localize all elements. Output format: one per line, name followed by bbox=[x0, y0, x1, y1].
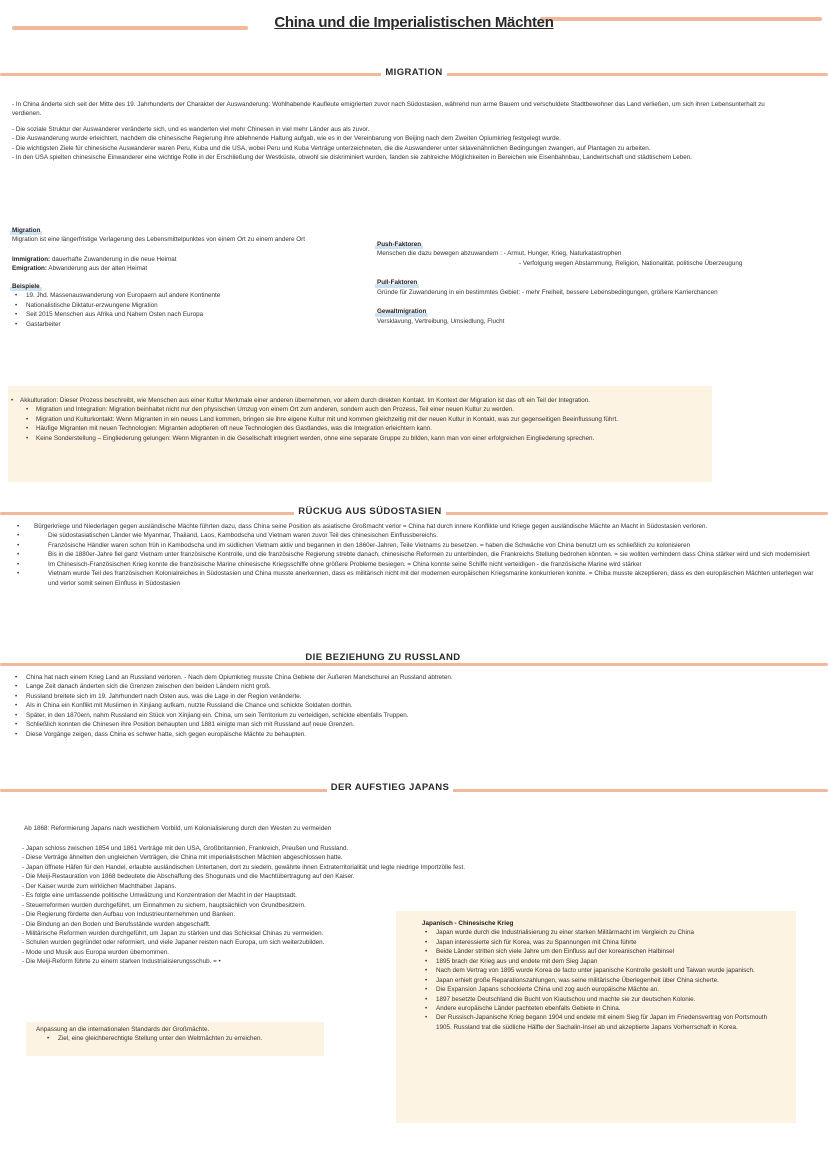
akkulturation-intro: • Akkulturation: Dieser Prozess beschreibt, wie Menschen aus einer Kultur Merkmale einer anderen übernehmen, vor allem durch direkten Kontakt. Im Kontext der Migration ist das oft ein Teil der Integration. bbox=[8, 396, 712, 405]
japan-item: - Die Meiji-Restauration von 1868 bedeutete die Abschaffung des Shogunats und die Machtübertragung auf den Kaiser. bbox=[22, 873, 355, 881]
japan-item: - Die Meiji-Reform führte zu einem starken Industrialisierungsschub. = • bbox=[22, 958, 221, 966]
list-item: • Bis in die 1880er-Jahre fiel ganz Vietnam unter französische Kontrolle, und die französische Regierung strebte danach, chinesische Reformen zu unterbinden, die Frankreichs Stellung bedrohen könnten. = sie wollten verhindern dass China stärker wird und sich modernisiert bbox=[14, 550, 816, 559]
pull-title: Pull-Faktoren bbox=[377, 279, 418, 287]
japan-item: - Schulen wurden gegründet oder reformiert, und viele Japaner reisten nach Europa, um sich weiterzubilden. bbox=[22, 939, 325, 947]
emigration-text: Abwanderung aus der alten Heimat bbox=[46, 265, 148, 273]
war-title: Japanisch - Chinesische Krieg bbox=[422, 920, 514, 927]
list-item: • Seit 2015 Menschen aus Afrika und Nahem Osten nach Europa bbox=[12, 310, 372, 319]
war-box bbox=[396, 911, 796, 1123]
meiji-box-list bbox=[36, 1034, 324, 1043]
rueckzug-main: • Bürgerkriege und Niederlagen gegen ausländische Mächte führten dazu, dass China seine Position als asiatische Großmacht verlor = China hat durch innere Konflikte und Kriege gegen ausländische Mächte an Macht in Südostasien verloren. bbox=[14, 522, 816, 531]
migration-intro-line: - Die Auswanderung wurde erleichtert, nachdem die chinesische Regierung ihre ablehnende Haltung aufgab, wie es in der Vereinbarung von Beijing nach dem Zweiten Opiumkrieg festgelegt wurde. bbox=[12, 135, 561, 143]
list-item: • 1897 besetzte Deutschland die Bucht von Kiautschou und machte sie zur deutschen Kolonie. bbox=[422, 995, 784, 1004]
migration-heading-wrap bbox=[0, 66, 828, 80]
migration-heading: MIGRATION bbox=[381, 67, 446, 78]
force-title: Gewaltmigration bbox=[377, 308, 427, 316]
list-item: • Später, in den 1870ern, nahm Russland ein Stück von Xinjiang ein. China, um sein Territorium zu verteidigen, schickte ebenfalls Truppen. bbox=[12, 711, 812, 720]
list-item: • Keine Sonderstellung – Eingliederung gelungen: Wenn Migranten in die Gesellschaft integriert werden, ohne eine separate Gruppe zu bilden, kann man von einer erfolgreichen Eingliederung sprechen. bbox=[8, 434, 712, 443]
list-item: • Nach dem Vertrag von 1895 wurde Korea de facto unter japanische Kontrolle gestellt und Taiwan wurde japanisch. bbox=[422, 966, 784, 975]
rueckzug-sublist bbox=[14, 531, 816, 588]
migration-intro bbox=[12, 100, 772, 163]
japan-item: - Militärische Reformen wurden durchgeführt, um Japan zu stärken und das Schicksal Chinas zu vermeiden. bbox=[22, 929, 324, 937]
list-item: • Japan erhielt große Reparationszahlungen, was seine militärische Überlegenheit über China sicherte. bbox=[422, 976, 784, 985]
rueckzug-heading-wrap bbox=[0, 505, 740, 519]
japan-item: - Japan öffnete Häfen für den Handel, erlaubte ausländischen Untertanen, dort zu siedeln, gewährte ihnen Extraterritorialität und legte niedrige Importzölle fest. bbox=[22, 863, 466, 871]
list-item: • 1895 brach der Krieg aus und endete mit dem Sieg Japan bbox=[422, 957, 784, 966]
page-title: China und die Imperialistischen Mächten bbox=[274, 14, 554, 31]
list-item: • Schließlich konnten die Chinesen ihre Position behaupten und 1881 einigte man sich mit Russland auf neue Grenzen. bbox=[12, 720, 812, 729]
list-item: • Französische Händler waren schon früh in Kambodscha und im südlichen Vietnam aktiv und begannen in den 1860er-Jahren, Teile Vietnams zu besetzen. = haben die Schwäche von China benutzt um es schließlich zu kolonisieren bbox=[14, 541, 816, 550]
japan-item: - Der Kaiser wurde zum wirklichen Machthaber Japans. bbox=[22, 882, 177, 890]
pull-text: Gründe für Zuwanderung in ein bestimmtes Gebiet: - mehr Freiheit, bessere Lebensbedingungen, größere Karrierchancen bbox=[377, 288, 718, 296]
japan-item: - Es folgte eine umfassende politische Umwälzung und Konzentration der Macht in der Hauptstadt. bbox=[22, 892, 297, 900]
migration-def-title: Migration bbox=[12, 227, 41, 234]
migration-def-text: Migration ist eine längerfristige Verlagerung des Lebensmittelpunktes von einem Ort zu einem andere Ort bbox=[12, 236, 305, 244]
japan-item: - Die Bindung an den Boden und Berufsstände wurden abgeschafft. bbox=[22, 920, 211, 928]
list-item: • Der Russisch-Japanische Krieg begann 1904 und endete mit einem Sieg für Japan im Friedensvertrag von Portsmouth 1905. Russland trat die südliche Hälfte der Sachalin-Insel ab und akzeptierte Japans Vorherrschaft in Korea. bbox=[422, 1013, 784, 1032]
list-item: • Ziel, eine gleichberechtigte Stellung unter den Weltmächten zu erreichen. bbox=[44, 1034, 324, 1043]
examples-title: Beispiele bbox=[12, 282, 40, 290]
migration-intro-line: - Die wichtigsten Ziele für chinesische Auswanderer waren Peru, Kuba und die USA, wobei Peru und Kuba Verträge unterzeichneten, die die Auswanderer unter sklavenähnlichen Bedingungen zwangen, auf Plantagen zu arbeiten. bbox=[12, 144, 651, 152]
push-title: Push-Faktoren bbox=[377, 241, 422, 248]
russland-heading: DIE BEZIEHUNG ZU RUSSLAND bbox=[301, 652, 464, 663]
japan-item: - Japan schloss zwischen 1854 und 1861 Verträge mit den USA, Großbritannien, Frankreich, Preußen und Russland. bbox=[22, 845, 349, 852]
russland-list bbox=[12, 673, 812, 739]
list-item: • Vietnam wurde Teil des französischen Kolonialreiches in Südostasien und China musste anerkennen, dass es militärisch nicht mit der modernen europäischen Kriegsmarine konkurrieren konnte. = Chiba musste akzeptieren, dass es den europäischen Mächten unterlegen war und verlor somit seinen Einfluss in Südostasien bbox=[14, 569, 816, 588]
list-item: • Migration und Integration: Migration beinhaltet nicht nur den physischen Umzug von einem Ort zum anderen, sondern auch den Prozess, Teil einer neuen Kultur zu werden. bbox=[8, 405, 712, 414]
japan-item: - Diese Verträge ähnelten den ungleichen Verträgen, die China mit imperialistischen Mächten abgeschlossen hatte. bbox=[22, 854, 343, 862]
list-item: • Nationalistische Diktatur-erzwungene Migration bbox=[12, 301, 372, 310]
list-item: • Als in China ein Konflikt mit Muslimen in Xinjiang aufkam, nutzte Russland die Chance und schickte Soldaten dorthin. bbox=[12, 701, 812, 710]
migration-intro-line: - In den USA spielten chinesische Einwanderer eine wichtige Rolle in der Erschließung der Westküste, obwohl sie diskriminiert wurden, fanden sie zahlreiche Möglichkeiten in Bereichen wie Eisenbahnbau, Landwirtschaft und städtischem Leben. bbox=[12, 154, 692, 162]
rueckzug-content bbox=[14, 522, 816, 588]
list-item: • Gastarbeiter bbox=[12, 320, 372, 329]
migration-intro-line: - In China änderte sich seit der Mitte des 19. Jahrhunderts der Charakter der Auswanderung: Wohlhabende Kaufleute emigrierten zuvor nach Südostasien, während nun arme Bauern und verschuldete Stadtbewohner das Land verließen, um sich ihren Lebensunterhalt zu verdienen. bbox=[12, 101, 765, 118]
japan-heading-wrap bbox=[0, 781, 780, 795]
list-item: • Russland breitete sich im 19. Jahrhundert nach Osten aus, was die Lage in der Region veränderte. bbox=[12, 692, 812, 701]
force-text: Versklavung, Vertreibung, Umsiedlung, Flucht bbox=[377, 317, 505, 325]
emigration-label: Emigration: bbox=[12, 265, 47, 273]
japan-item: - Steuerreformen wurden durchgeführt, um Einnahmen zu sichern, hauptsächlich von Grundbesitzern. bbox=[22, 901, 306, 909]
push-line-1: Menschen die dazu bewegen abzuwandern : - Armut, Hunger, Krieg, Naturkatastrophen bbox=[377, 250, 622, 258]
list-item: • Die Expansion Japans schockierte China und zog auch europäische Mächte an. bbox=[422, 985, 784, 994]
list-item: • Andere europäische Länder pachteten ebenfalls Gebiete in China. bbox=[422, 1004, 784, 1013]
japan-item: - Mode und Musik aus Europa wurden übernommen. bbox=[22, 948, 170, 956]
list-item: • Die südostasiatischen Länder wie Myanmar, Thailand, Laos, Kambodscha und Vietnam waren zuvor Teil des chinesischen Einflussbereichs. bbox=[14, 531, 816, 540]
list-item: • Migration und Kulturkontakt: Wenn Migranten in ein neues Land kommen, bringen sie ihre eigene Kultur mit und kommen gleichzeitig mit der neuen Kultur in Kontakt, was zur gegenseitigen Beeinflussung führt. bbox=[8, 415, 712, 424]
push-line-2: - Verfolgung wegen Abstammung, Religion, Nationalität, politische Überzeugung bbox=[519, 259, 743, 267]
akkulturation-box bbox=[8, 386, 712, 482]
list-item: • Lange Zeit danach änderten sich die Grenzen zwischen den beiden Ländern nicht groß. bbox=[12, 682, 812, 691]
migration-intro-line: - Die soziale Struktur der Auswanderer veränderte sich, und es wanderten viel mehr Chinesen in viel mehr Länder aus als zuvor. bbox=[12, 125, 370, 133]
japan-heading: DER AUFSTIEG JAPANS bbox=[327, 782, 453, 793]
japan-intro: Ab 1868: Reformierung Japans nach westlichem Vorbild, um Kolonialisierung durch den Westen zu vermeiden bbox=[24, 825, 332, 832]
list-item: • Diese Vorgänge zeigen, dass China es schwer hatte, sich gegen europäische Mächte zu behaupten. bbox=[12, 730, 812, 739]
akkulturation-sublist bbox=[8, 405, 712, 443]
war-list bbox=[422, 928, 784, 1032]
russland-content bbox=[12, 673, 812, 739]
list-item: • Im Chinesisch-Französischen Krieg konnte die französische Marine chinesische Kriegsschiffe ohne größere Probleme besiegen. = China konnte seine Schiffe nicht verteidigen - die französische Marine wird stärker bbox=[14, 560, 816, 569]
list-item: • Beide Länder stritten sich viele Jahre um den Einfluss auf der koreanischen Halbinsel bbox=[422, 947, 784, 956]
immigration-label: Immigration: bbox=[12, 255, 51, 263]
akkulturation-list bbox=[8, 396, 712, 405]
russland-heading-wrap bbox=[0, 651, 766, 665]
list-item: • Häufige Migranten mit neuen Technologien: Migranten adoptieren oft neue Technologien des Gastlandes, was die Integration erleichtern kann. bbox=[8, 424, 712, 433]
japan-item: - Die Regierung förderte den Aufbau von Industrieunternehmen und Banken. bbox=[22, 911, 236, 919]
migration-factors bbox=[377, 240, 817, 326]
rueckzug-list bbox=[14, 522, 816, 531]
list-item: • 19. Jhd. Massenauswanderung von Europaern auf andere Kontinente bbox=[12, 291, 372, 300]
list-item: • China hat nach einem Krieg Land an Russland verloren. - Nach dem Opiumkrieg musste China Gebiete der Äußeren Mandschurei an Russland abtreten. bbox=[12, 673, 812, 682]
rueckzug-heading: RÜCKUG AUS SÜDOSTASIEN bbox=[294, 506, 445, 517]
immigration-text: dauerhafte Zuwanderung in die neue Heimat bbox=[50, 255, 177, 263]
meiji-box-line-1: Anpassung an die internationalen Standards der Großmächte. bbox=[36, 1026, 210, 1033]
migration-definitions bbox=[12, 226, 372, 329]
meiji-box bbox=[26, 1022, 324, 1056]
list-item: • Japan wurde durch die Industrialisierung zu einer starken Militärmacht im Vergleich zu China bbox=[422, 928, 784, 937]
examples-list bbox=[12, 291, 372, 329]
list-item: • Japan interessierte sich für Korea, was zu Spannungen mit China führte bbox=[422, 938, 784, 947]
